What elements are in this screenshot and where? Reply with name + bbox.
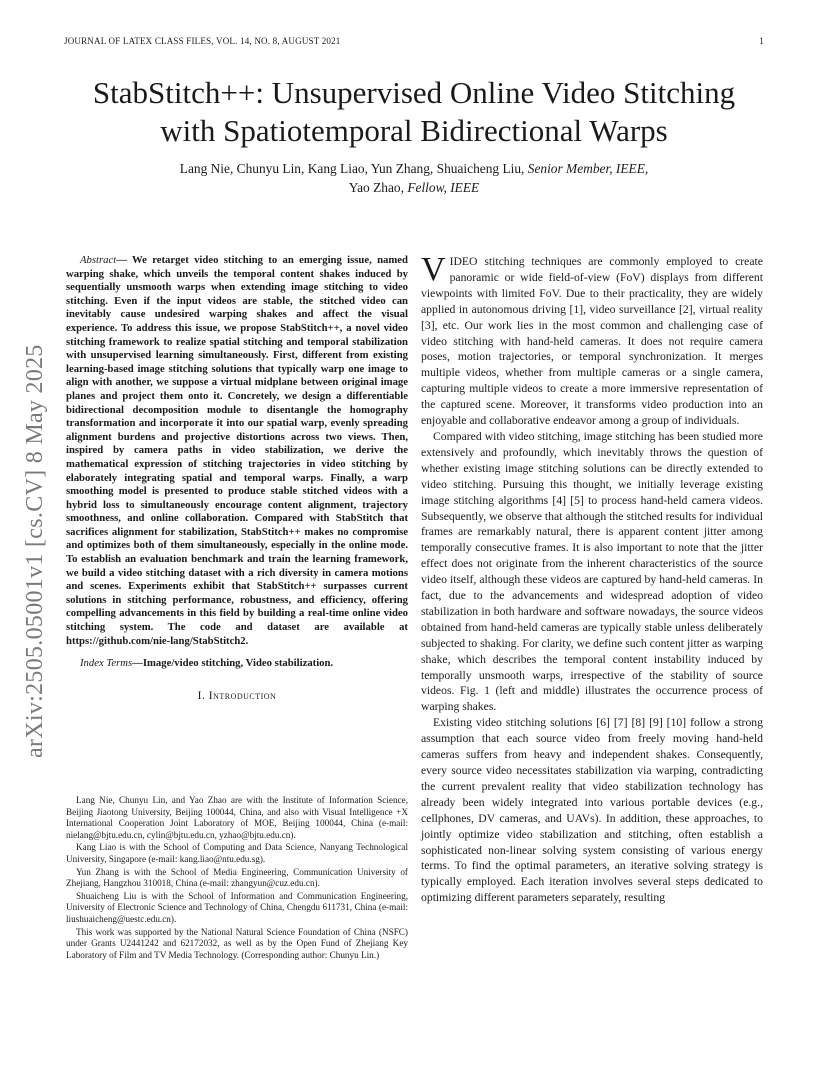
footnote: Kang Liao is with the School of Computing and Data Science, Nanyang Technological University, Singapore (e-mail: kang.liao@ntu.edu.sg). — [66, 842, 408, 864]
authors-names-1: Lang Nie, Chunyu Lin, Kang Liao, Yun Zhang, Shuaicheng Liu, — [179, 161, 525, 176]
drop-cap: V — [421, 251, 446, 288]
abstract-label: Abstract — [80, 254, 117, 266]
title-line-2: with Spatiotemporal Bidirectional Warps — [160, 113, 668, 148]
authors-line-1 — [60, 159, 768, 178]
paper-title — [60, 74, 768, 150]
section-heading — [66, 690, 408, 704]
title-line-1: StabStitch++: Unsupervised Online Video Stitching — [92, 75, 736, 110]
footnote: Lang Nie, Chunyu Lin, and Yao Zhao are with the Institute of Information Science, Beijing Jiaotong University, Beijing 100044, China, and also with Visual Intelligence +X International Cooperation Joint Laboratory of MOE, Beijing 100044, China (e-mail: nielang@bjtu.edu.cn, cylin@bjtu.edu.cn, yzhao@bjtu.edu.cn). — [66, 795, 408, 840]
journal-header: JOURNAL OF LATEX CLASS FILES, VOL. 14, NO. 8, AUGUST 2021 — [64, 36, 341, 46]
intro-paragraph-1 — [421, 251, 763, 429]
right-column — [421, 251, 764, 906]
footnote: This work was supported by the National Natural Science Foundation of China (NSFC) under Grants U2441242 and 62172032, as well as by the Open Fund of Zhejiang Key Laboratory of Film and TV Media Technology. (Corresponding author: Chunyu Lin.) — [66, 926, 408, 960]
running-header — [64, 36, 764, 46]
footnote: Shuaicheng Liu is with the School of Information and Communication Engineering, University of Electronic Science and Technology of China, Chengdu 611731, China (e-mail: liushuaicheng@uestc.edu.cn). — [66, 890, 408, 924]
page-number: 1 — [759, 36, 764, 46]
author-list — [60, 159, 768, 197]
section-number: I. — [197, 689, 206, 702]
intro-paragraph-1-text: IDEO stitching techniques are commonly employed to create panoramic or wide field-of-view (FoV) displays from different viewpoints with limited FoV. Due to their practicality, they are widely applied in autonomous driving [1], video surveillance [2], virtual reality [3], etc. Our work lies in the most common and challenging case of video stitching with hand-held cameras. It does not require camera poses, motion trajectories, or temporal synchronization. It merges multiple videos, whether from multiple cameras or a single camera, capturing multiple videos to create a more immersive representation of the captured scene. Moreover, it transforms video production into an enjoyable and collaborative endeavor among a group of individuals. — [421, 255, 763, 428]
index-terms — [66, 657, 408, 671]
abstract — [66, 254, 408, 648]
authors-role-1: Senior Member, IEEE, — [527, 161, 649, 176]
authors-line-2 — [60, 178, 768, 197]
footnote: Yun Zhang is with the School of Media Engineering, Communication University of Zhejiang, Hangzhou 310018, China (e-mail: zhangyun@cuz.edu.cn). — [66, 866, 408, 889]
index-terms-label: Index Terms — [80, 657, 133, 670]
footnotes — [66, 795, 408, 962]
section-title: Introduction — [208, 689, 277, 702]
intro-paragraph-3: Existing video stitching solutions [6] [7] [8] [9] [10] follow a strong assumption that each source video from freely moving hand-held cameras suffers from heavy and independent shakes. Consequently, every source video necessitates stabilization via warping, contradicting the current prevalent reality that video stabilization technology has already been widely integrated into various portable devices (e.g., cellphones, DV cameras, and UAVs). In addition, these approaches, to jointly optimize video stabilization and stitching, often establish a sophisticated non-linear solving system consisting of various energy terms. To find the optimal parameters, an iterative solving strategy is typically employed. Each iteration involves several steps dedicated to optimizing different parameters separately, resulting — [421, 716, 763, 905]
abstract-text: — We retarget video stitching to an emerging issue, named warping shake, which unveils the temporal content shakes induced by sequentially unsmooth warps when extending image stitching to video stitching. Even if the input videos are stable, the stitched video can inevitably cause undesired warping shakes and affect the visual experience. To address this issue, we propose StabStitch++, a novel video stitching framework to realize spatial stitching and temporal stabilization with unsupervised learning simultaneously. First, different from existing learning-based image stitching solutions that typically warp one image to align with another, we suppose a virtual midplane between original image planes and project them onto it. Concretely, we design a differentiable bidirectional decomposition module to disentangle the homography transformation and incorporate it into our spatial warp, evenly spreading alignment burdens and projective distortions across two views. Then, inspired by camera paths in video stabilization, we derive the mathematical expression of stitching trajectories in video stitching by elaborately integrating spatial and temporal warps. Finally, a warp smoothing model is presented to produce stable stitched videos with a hybrid loss to simultaneously encourage content alignment, trajectory smoothness, and online collaboration. Compared with StabStitch that sacrifices alignment for stabilization, StabStitch++ makes no compromise and optimizes both of them simultaneously, especially in the online mode. To establish an evaluation benchmark and train the learning framework, we build a video stitching dataset with a rich diversity in camera motions and scenes. Experiments exhibit that StabStitch++ surpasses current solutions in stitching performance, robustness, and efficiency, offering compelling advancements in this field by building a real-time online video stitching system. The code and dataset are available at https://github.com/nie-lang/StabStitch2. — [66, 254, 408, 647]
authors-role-2: Fellow, IEEE — [407, 180, 480, 195]
arxiv-side-stamp: arXiv:2505.05001v1 [cs.CV] 8 May 2025 — [22, 344, 48, 758]
intro-paragraph-2: Compared with video stitching, image stitching has been studied more extensively and profoundly, which inevitably throws the question of whether existing image stitching solutions can be directly extended to video stitching. Pursuing this thought, we initially leverage existing image stitching algorithms [4] [5] to process hand-held camera videos. Subsequently, we observe that although the stitched results for individual frames are remarkably natural, there is apparent content jitter among temporally consecutive frames. It is also important to note that the jitter effect does not originate from the inherent characteristics of the source video itself, although these videos are captured by hand-held cameras. In fact, due to the advancements and widespread adoption of video stabilization in both hardware and software nowadays, the source videos obtained from hand-held cameras are typically stable unless deliberately subjected to shaking. For clarity, we define such content jitter as warping shake, which describes the temporal content instability induced by temporally unsmooth warps, irrespective of the stability of source videos. Fig. 1 (left and middle) illustrates the occurrence process of warping shakes. — [421, 429, 764, 714]
left-column — [66, 254, 408, 703]
index-terms-text: —Image/video stitching, Video stabilization. — [132, 657, 334, 670]
authors-names-2: Yao Zhao, — [348, 180, 404, 195]
